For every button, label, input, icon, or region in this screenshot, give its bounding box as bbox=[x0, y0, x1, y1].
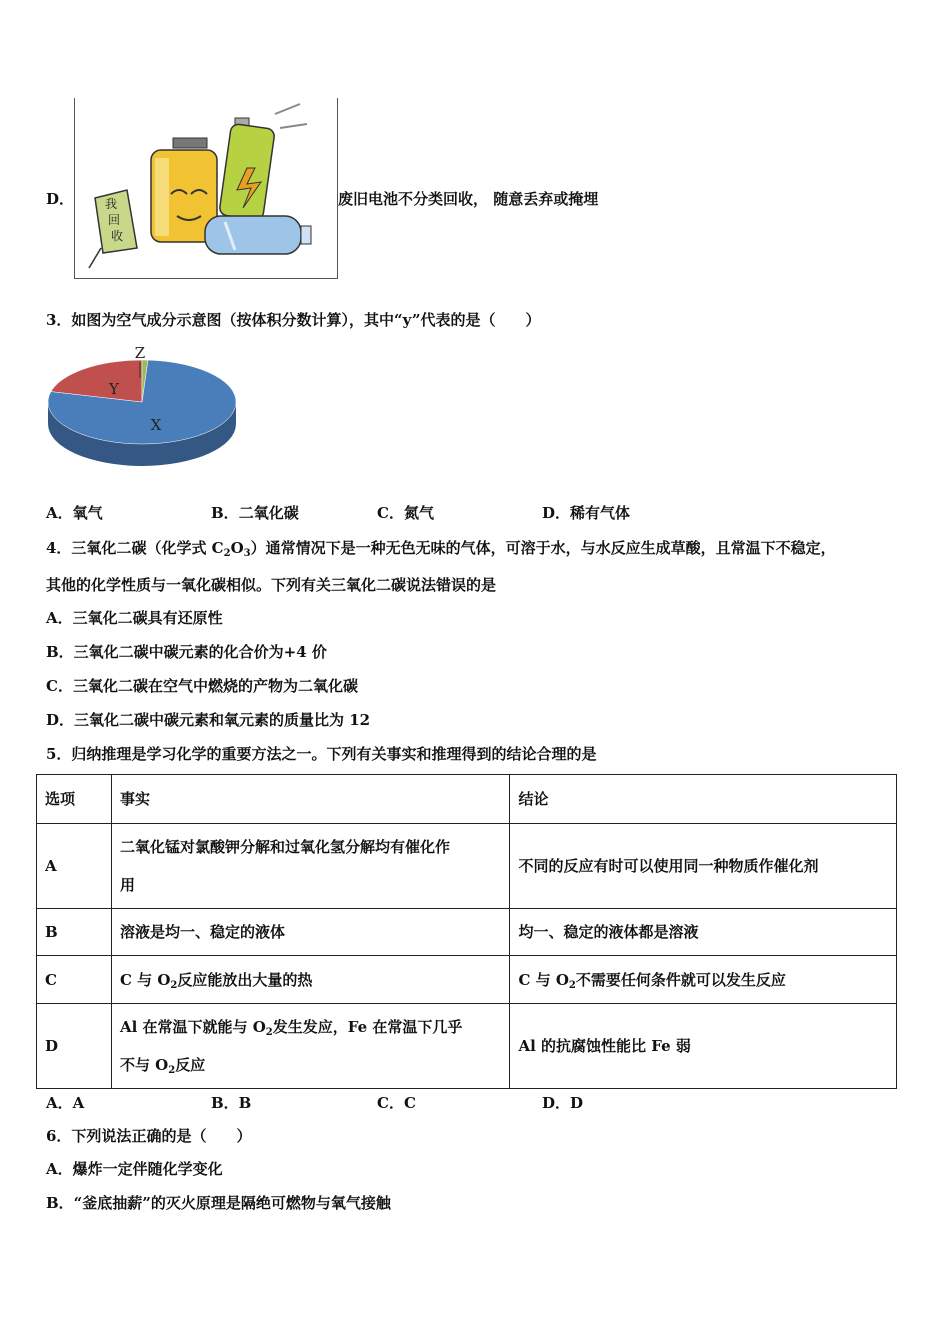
q3-option-c[interactable] bbox=[377, 503, 434, 523]
q4-stem-part-b: O bbox=[230, 539, 244, 557]
q4-stem-sub-1: 2 bbox=[223, 548, 231, 559]
q3-option-c-label: C． bbox=[377, 504, 404, 522]
q3-option-c-text: 氮气 bbox=[403, 504, 434, 522]
q6-stem: 6．下列说法正确的是（ ） bbox=[46, 1127, 252, 1145]
header-fact: 事实 bbox=[111, 775, 510, 824]
q2d-text: 废旧电池不分类回收， 随意丢弃或掩埋 bbox=[338, 190, 599, 208]
row-a-conclusion: 不同的反应有时可以使用同一种物质作催化剂 bbox=[510, 824, 897, 909]
q5-answer-d[interactable]: D．D bbox=[542, 1094, 584, 1112]
q4-option-c[interactable]: C．三氧化二碳在空气中燃烧的产物为二氧化碳 bbox=[46, 677, 358, 695]
q4-option-a[interactable]: A．三氧化二碳具有还原性 bbox=[46, 609, 223, 627]
row-c-concl-b: 不需要任何条件就可以发生反应 bbox=[575, 970, 786, 989]
battery-cartoon-icon bbox=[75, 98, 337, 278]
q5-answer-b[interactable]: B．B bbox=[211, 1094, 252, 1112]
q3-option-d[interactable] bbox=[542, 503, 630, 523]
q3-options bbox=[46, 503, 906, 523]
q5-answer-a[interactable]: A．A bbox=[46, 1094, 85, 1112]
q3-option-b[interactable] bbox=[211, 503, 299, 523]
q2d-label: D． bbox=[46, 190, 75, 208]
q4-stem-part-c: ）通常情况下是一种无色无味的气体，可溶于水，与水反应生成草酸，且常温下不稳定， bbox=[250, 539, 836, 557]
battery-illustration bbox=[74, 98, 338, 279]
q5-answers bbox=[46, 1093, 906, 1113]
row-c-concl-a: C 与 O bbox=[518, 970, 569, 989]
row-c-concl-sub: 2 bbox=[568, 979, 576, 991]
header-option: 选项 bbox=[37, 775, 112, 824]
q4-option-d[interactable]: D．三氧化二碳中碳元素和氧元素的质量比为 12 bbox=[46, 711, 371, 729]
q4-option-b[interactable]: B．三氧化二碳中碳元素的化合价为+4 价 bbox=[46, 643, 327, 661]
table-row bbox=[37, 824, 897, 909]
row-b-fact: 溶液是均一、稳定的液体 bbox=[111, 909, 510, 956]
q6-option-a[interactable]: A．爆炸一定伴随化学变化 bbox=[46, 1160, 223, 1178]
pie-label-Y: Y bbox=[109, 380, 119, 398]
row-d-fact-l1sub: 2 bbox=[265, 1027, 273, 1038]
q4-stem-line2: 其他的化学性质与一氧化碳相似。下列有关三氧化二碳说法错误的是 bbox=[46, 576, 497, 594]
row-c-conclusion bbox=[510, 956, 897, 1004]
row-c-option: C bbox=[37, 956, 112, 1004]
row-d-fact-l2a: 不与 O bbox=[119, 1056, 169, 1074]
row-d-fact-l2b: 反应 bbox=[175, 1056, 206, 1074]
q5-answer-c[interactable]: C．C bbox=[377, 1094, 416, 1112]
row-d-fact-line2 bbox=[120, 1046, 502, 1084]
row-b-option: B bbox=[37, 909, 112, 956]
q5-stem: 5．归纳推理是学习化学的重要方法之一。下列有关事实和推理得到的结论合理的是 bbox=[46, 745, 597, 763]
sign-char-2: 回 bbox=[108, 213, 121, 227]
table-row bbox=[37, 956, 897, 1004]
sign-char-3: 收 bbox=[111, 229, 124, 243]
row-c-fact-a: C 与 O bbox=[119, 970, 171, 989]
row-a-fact-line2: 用 bbox=[119, 876, 135, 894]
row-c-fact bbox=[111, 956, 510, 1004]
q3-option-d-label: D． bbox=[542, 504, 571, 522]
row-a-option: A bbox=[37, 824, 112, 909]
air-composition-pie-chart bbox=[46, 340, 246, 490]
row-d-fact bbox=[111, 1004, 510, 1089]
table-header-row bbox=[37, 775, 897, 824]
q3-option-a-text: 氧气 bbox=[72, 504, 103, 522]
q4-stem-sub-2: 3 bbox=[243, 548, 251, 559]
q4-stem-part-a: 4．三氧化二碳（化学式 C bbox=[46, 539, 224, 557]
row-c-fact-b: 反应能放出大量的热 bbox=[177, 970, 313, 989]
q3-option-d-text: 稀有气体 bbox=[570, 504, 631, 522]
row-d-fact-line1 bbox=[120, 1008, 502, 1046]
row-d-fact-l1b: 发生发应，Fe 在常温下几乎 bbox=[272, 1018, 463, 1036]
header-conclusion: 结论 bbox=[510, 775, 897, 824]
q6-option-b[interactable]: B．“釜底抽薪”的灭火原理是隔绝可燃物与氧气接触 bbox=[46, 1194, 391, 1212]
row-c-fact-sub: 2 bbox=[170, 979, 178, 991]
pie-label-X: X bbox=[150, 416, 162, 434]
sign-char-1: 我 bbox=[105, 197, 118, 211]
q3-option-a[interactable] bbox=[46, 503, 103, 523]
q3-option-b-label: B． bbox=[211, 504, 239, 522]
q3-option-b-text: 二氧化碳 bbox=[238, 504, 299, 522]
row-d-conclusion: Al 的抗腐蚀性能比 Fe 弱 bbox=[510, 1004, 897, 1089]
row-d-option: D bbox=[37, 1004, 112, 1089]
row-a-fact bbox=[111, 824, 510, 909]
row-d-fact-l2sub: 2 bbox=[168, 1065, 176, 1076]
q3-option-a-label: A． bbox=[46, 504, 73, 522]
table-row bbox=[37, 1004, 897, 1089]
row-d-fact-l1a: Al 在常温下就能与 O bbox=[119, 1018, 266, 1036]
table-row bbox=[37, 909, 897, 956]
row-b-conclusion: 均一、稳定的液体都是溶液 bbox=[510, 909, 897, 956]
row-a-fact-line1: 二氧化锰对氯酸钾分解和过氧化氢分解均有催化作 bbox=[119, 838, 450, 856]
q3-stem: 3．如图为空气成分示意图（按体积分数计算），其中“y”代表的是（ ） bbox=[46, 311, 541, 329]
pie-label-Z: Z bbox=[134, 344, 146, 362]
q5-table bbox=[36, 774, 897, 1089]
q4-stem-line1 bbox=[46, 538, 836, 558]
